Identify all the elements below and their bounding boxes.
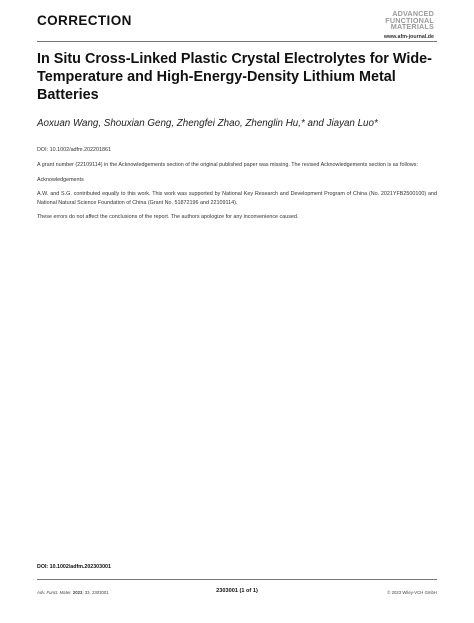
footer-divider — [37, 579, 437, 580]
citation-year: 2023 — [72, 590, 83, 595]
journal-url-link[interactable]: www.afm-journal.de — [383, 34, 434, 40]
original-doi-link[interactable]: DOI: 10.1002/adfm.202201861 — [37, 147, 112, 153]
body-paragraph: A grant number (22109114) in the Acknowledgements section of the original published paper was missing. The revised Acknowledgements section is as follows: — [37, 162, 418, 168]
header-divider — [37, 41, 437, 42]
journal-logo-line: MATERIALS — [390, 22, 434, 32]
body-paragraph: These errors do not affect the conclusions of the report. The authors apologize for any inconvenience caused. — [37, 214, 299, 221]
section-label: CORRECTION — [37, 13, 132, 28]
article-body — [37, 161, 437, 228]
correction-doi-link[interactable]: DOI: 10.1002/adfm.202303001 — [37, 564, 111, 570]
article-title: In Situ Cross-Linked Plastic Crystal Electrolytes for Wide-Temperature and High-Energy-Density Lithium Metal Batteries — [37, 51, 432, 103]
body-paragraph: A.W. and S.G. contributed equally to this work. This work was supported by National Key Research and Development Program of China (No. 2021YFB2500100) and National Natural Science Foundation of China (Grant No. 51872196 and 22109114). — [37, 191, 437, 206]
citation-journal: Adv. Funct. Mater. — [37, 590, 72, 595]
journal-logo — [376, 11, 434, 31]
journal-logo-line: ADVANCED — [392, 9, 434, 18]
page-number: 2303001 (1 of 1) — [216, 588, 258, 594]
acknowledgements-heading: Acknowledgements — [37, 176, 84, 183]
journal-logo-line: FUNCTIONAL — [385, 15, 434, 25]
author-list: Aoxuan Wang, Shouxian Geng, Zhengfei Zhao, Zhenglin Hu,* and Jiayan Luo* — [37, 118, 378, 129]
citation-volume-article: , 33, 2303001 — [82, 590, 109, 595]
copyright-notice: © 2023 Wiley-VCH GmbH — [387, 590, 437, 595]
